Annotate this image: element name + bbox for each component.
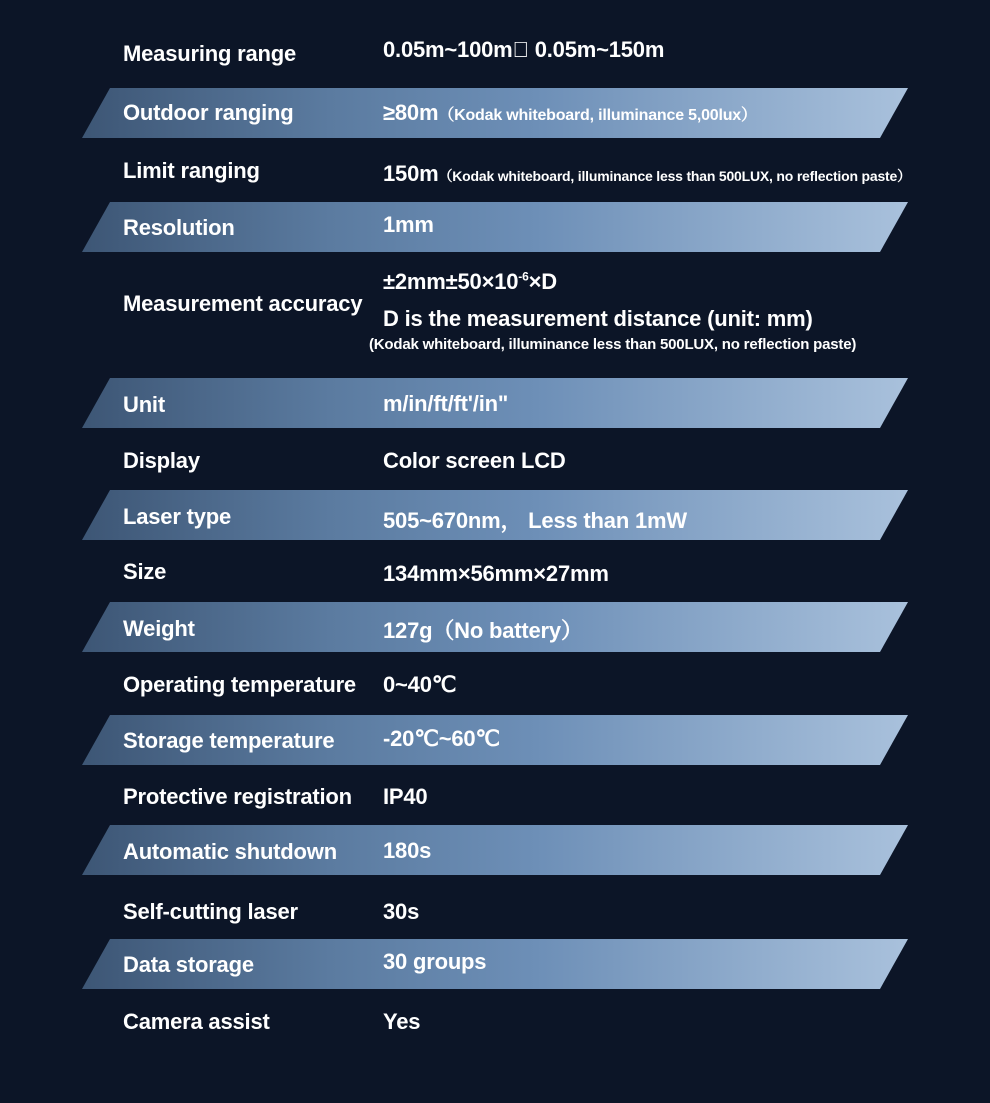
spec-value-self-cutting-laser: 30s [383, 899, 420, 924]
spec-label-measurement-accuracy: Measurement accuracy [123, 291, 363, 316]
spec-label-storage-temperature: Storage temperature [123, 728, 335, 753]
spec-value-resolution: 1mm [383, 212, 434, 237]
spec-note-limit-ranging: （Kodak whiteboard, illuminance less than 500LUX, no reflection paste） [438, 168, 911, 184]
spec-value-limit-ranging: 150m（Kodak whiteboard, illuminance less than 500LUX, no reflection paste） [383, 161, 911, 186]
spec-value-size: 134mm×56mm×27mm [383, 561, 609, 586]
spec-value-measuring-range: 0.05m~100m  0.05m~150m [383, 37, 665, 62]
spec-label-limit-ranging: Limit ranging [123, 158, 260, 183]
spec-value-protective-registration: IP40 [383, 784, 428, 809]
spec-label-protective-registration: Protective registration [123, 784, 352, 809]
spec-value-unit: m/in/ft/ft'/in" [383, 391, 509, 416]
spec-label-operating-temperature: Operating temperature [123, 672, 356, 697]
spec-label-weight: Weight [123, 616, 195, 641]
spec-value-automatic-shutdown: 180s [383, 838, 432, 863]
spec-label-laser-type: Laser type [123, 504, 232, 529]
spec-label-camera-assist: Camera assist [123, 1009, 270, 1034]
spec-note-accuracy-conditions: (Kodak whiteboard, illuminance less than 500LUX, no reflection paste) [369, 336, 857, 353]
spec-note-outdoor-ranging: （Kodak whiteboard, illuminance 5,00lux） [438, 107, 757, 124]
spec-value-camera-assist: Yes [383, 1009, 421, 1034]
spec-value-weight: 127g（No battery） [383, 618, 583, 643]
spec-label-unit: Unit [123, 392, 165, 417]
spec-label-display: Display [123, 448, 200, 473]
spec-value-display: Color screen LCD [383, 448, 566, 473]
spec-value-operating-temperature: 0~40℃ [383, 672, 457, 697]
spec-value-accuracy-definition: D is the measurement distance (unit: mm) [383, 306, 813, 331]
spec-label-resolution: Resolution [123, 215, 235, 240]
spec-label-automatic-shutdown: Automatic shutdown [123, 839, 337, 864]
spec-label-size: Size [123, 559, 167, 584]
spec-label-self-cutting-laser: Self-cutting laser [123, 899, 298, 924]
spec-label-measuring-range: Measuring range [123, 41, 297, 66]
spec-label-data-storage: Data storage [123, 952, 254, 977]
spec-value-measurement-accuracy: $\pm 2mm\pm 50\times 10^{-6}\times D$ [383, 269, 557, 294]
spec-label-outdoor-ranging: Outdoor ranging [123, 100, 294, 125]
spec-value-data-storage: 30 groups [383, 949, 487, 974]
spec-value-outdoor-ranging: ≥80m（Kodak whiteboard, illuminance 5,00lux） [383, 100, 757, 125]
spec-value-storage-temperature: -20℃~60℃ [383, 726, 500, 751]
spec-value-laser-type: 505~670nm， Less than 1mW [383, 508, 687, 533]
